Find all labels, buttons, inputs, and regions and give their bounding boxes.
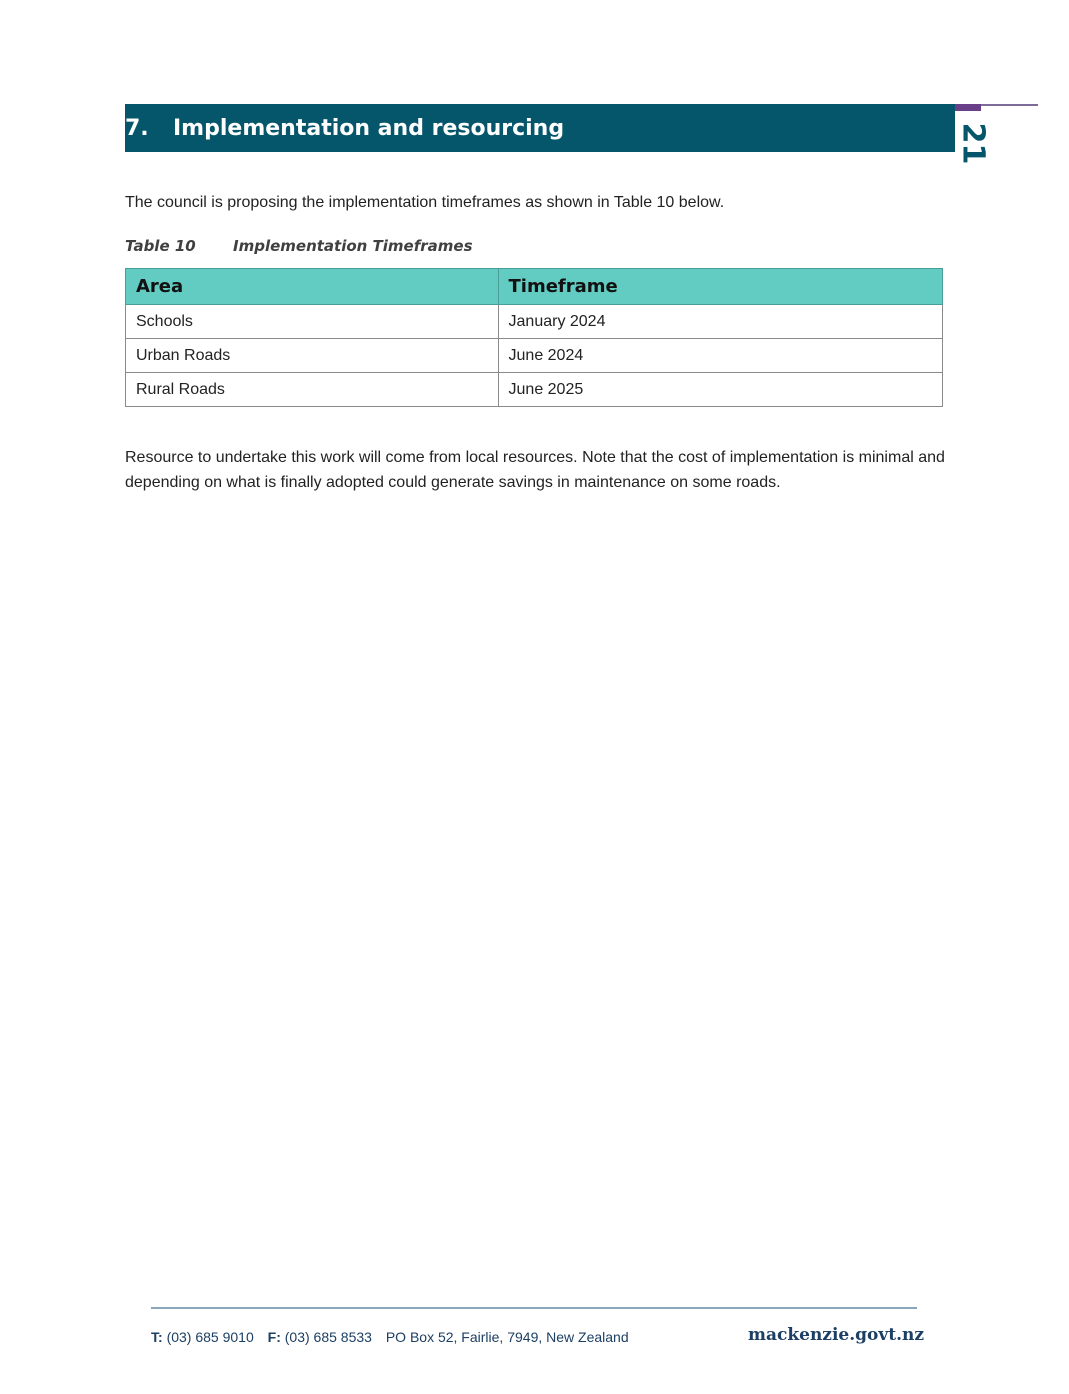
footer-address: PO Box 52, Fairlie, 7949, New Zealand (385, 1329, 629, 1345)
table-header-area: Area (126, 269, 499, 305)
table-header-row (126, 269, 943, 305)
table-cell-area: Schools (126, 305, 499, 339)
footer-phone: (03) 685 9010 (166, 1329, 254, 1345)
footer-fax-label: F: (267, 1329, 281, 1345)
table-row (126, 305, 943, 339)
footer-contact (151, 1329, 629, 1345)
implementation-timeframes-table (125, 268, 943, 407)
table-cell-timeframe: January 2024 (498, 305, 942, 339)
table-cell-timeframe: June 2024 (498, 339, 942, 373)
page-number (955, 118, 991, 168)
table-cell-timeframe: June 2025 (498, 373, 942, 407)
footer-phone-label: T: (151, 1329, 163, 1345)
resource-paragraph: Resource to undertake this work will come from local resources. Note that the cost of implementation is minimal and depending on what is finally adopted could generate savings in maintenance on some roads. (125, 449, 945, 491)
section-title: Implementation and resourcing (173, 115, 565, 141)
footer-website: mackenzie.govt.nz (748, 1325, 925, 1345)
section-number: 7. (125, 115, 149, 141)
page-number-text: 21 (955, 122, 991, 164)
section-heading-bar (125, 104, 955, 152)
table-caption-title: Implementation Timeframes (233, 237, 473, 255)
table-row (126, 339, 943, 373)
footer-fax: (03) 685 8533 (284, 1329, 372, 1345)
table-caption (125, 237, 725, 255)
page-tab-line (981, 104, 1038, 106)
table-cell-area: Rural Roads (126, 373, 499, 407)
page-tab-accent (955, 104, 981, 111)
table-header-timeframe: Timeframe (498, 269, 942, 305)
intro-paragraph: The council is proposing the implementation timeframes as shown in Table 10 below. (125, 194, 725, 211)
table-caption-label: Table 10 (125, 237, 196, 255)
table-cell-area: Urban Roads (126, 339, 499, 373)
footer-divider (151, 1307, 917, 1309)
table-row (126, 373, 943, 407)
